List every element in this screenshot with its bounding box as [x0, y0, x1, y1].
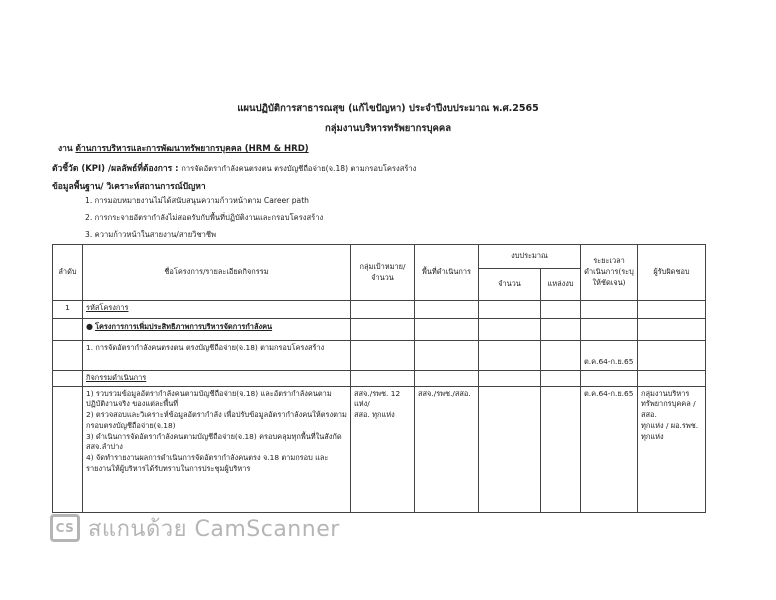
activity-line: สสจ.ลำปาง: [86, 442, 123, 452]
kpi-value: การจัดอัตรากำลังคนตรงตน ตรงบัญชีถือจ่าย(จ.18) ตามกรอบโครงสร้าง: [181, 164, 417, 173]
camscanner-logo-icon: CS: [50, 514, 80, 542]
activity-line: 3) ดำเนินการจัดอัตรากำลังคนตามบัญชีถือจ่าย(จ.18) ครอบคลุมทุกพื้นที่ในสังกัด: [86, 431, 342, 441]
activity-line: 2) ตรวจสอบและวิเคราะห์ข้อมูลอัตรากำลัง เพื่อปรับข้อมูลอัตรากำลังคนให้ตรงตาม: [86, 410, 347, 420]
kpi-line: [52, 161, 416, 175]
issue-item: 3. ความก้าวหน้าในสายงาน/สายวิชาชีพ: [85, 230, 217, 239]
camscanner-watermark: [50, 512, 340, 544]
kpi-label: ตัวชี้วัด (KPI) /ผลลัพธ์ที่ต้องการ :: [52, 164, 179, 174]
target-line: แห่ง/: [354, 399, 370, 409]
work-line: [58, 141, 309, 155]
activity-line: กรอบตรงบัญชีถือจ่าย(จ.18): [86, 420, 176, 430]
document-subtitle: กลุ่มงานบริหารทรัพยากรบุคคล: [324, 123, 452, 134]
table-row: [53, 319, 706, 341]
table-row: [53, 371, 706, 387]
work-label: งาน: [58, 144, 73, 154]
header-source: แหล่งงบ: [541, 269, 581, 301]
header-budget: งบประมาณ: [479, 245, 581, 269]
project-name-cell: [83, 319, 351, 341]
activity-line: 4) จัดทำรายงานผลการดำเนินการจัดอัตรากำลังคนตรง จ.18 ตามกรอบ และ: [86, 453, 329, 463]
row-number: 1: [53, 301, 83, 319]
objective-period: ต.ค.64-ก.ย.65: [581, 341, 638, 371]
activity-owner: [638, 386, 706, 512]
activity-line: ปฏิบัติงานจริง ของแต่ละพื้นที่: [86, 399, 179, 409]
header-owner: ผู้รับผิดชอบ: [638, 245, 706, 301]
activity-header: กิจกรรมดำเนินการ: [83, 371, 351, 387]
document-title: แผนปฏิบัติการสาธารณสุข (แก้ไขปัญหา) ประจำปีงบประมาณ พ.ศ.2565: [237, 103, 539, 114]
header-project: ชื่อโครงการ/รายละเอียดกิจกรรม: [83, 245, 351, 301]
activity-area: สสจ./รพช./สสอ.: [415, 386, 479, 512]
owner-line: สสอ.: [641, 410, 657, 420]
plan-table: [52, 244, 706, 513]
issue-item: 1. การมอบหมายงานไม่ได้สนับสนุนความก้าวหน้าตาม Career path: [85, 196, 309, 205]
target-line: สสจ./รพช. 12: [354, 388, 401, 398]
owner-line: ทุกแห่ง: [641, 431, 664, 441]
owner-line: ทรัพยากรบุคคล /: [641, 399, 696, 409]
bullet-icon: ●: [86, 322, 93, 331]
base-info-heading: ข้อมูลพื้นฐาน/ วิเคราะห์สถานการณ์ปัญหา: [52, 182, 206, 192]
table-row: [53, 341, 706, 371]
project-name: โครงการการเพิ่มประสิทธิภาพการบริหารจัดการกำลังคน: [94, 322, 273, 331]
table-row: [53, 301, 706, 319]
project-code: รหัสโครงการ: [83, 301, 351, 319]
watermark-text: สแกนด้วย CamScanner: [88, 516, 340, 542]
header-amount: จำนวน: [479, 269, 541, 301]
activity-list: [83, 386, 351, 512]
owner-line: กลุ่มงานบริหาร: [641, 388, 690, 398]
activity-line: 1) รวบรวมข้อมูลอัตรากำลังคนตามบัญชีถือจ่าย(จ.18) และอัตรากำลังคนตาม: [86, 388, 332, 398]
table-row: [53, 386, 706, 512]
work-value: ด้านการบริหารและการพัฒนาทรัพยากรบุคคล (HRM & HRD): [75, 144, 309, 154]
activity-line: รายงานให้ผู้บริหารได้รับทราบในการประชุมผู้บริหาร: [86, 463, 251, 473]
header-area: พื้นที่ดำเนินการ: [415, 245, 479, 301]
header-period: ระยะเวลาดำเนินการ(ระบุให้ชัดเจน): [581, 245, 638, 301]
header-no: ลำดับ: [53, 245, 83, 301]
objective: 1. การจัดอัตรากำลังคนตรงตน ตรงบัญชีถือจ่าย(จ.18) ตามกรอบโครงสร้าง: [83, 341, 351, 371]
activity-target: [351, 386, 415, 512]
header-target: กลุ่มเป้าหมาย/จำนวน: [351, 245, 415, 301]
activity-period: ต.ค.64-ก.ย.65: [581, 386, 638, 512]
owner-line: ทุกแห่ง / ผอ.รพช.: [641, 420, 699, 430]
target-line: สสอ. ทุกแห่ง: [354, 410, 395, 420]
issue-item: 2. การกระจายอัตรากำลังไม่สอดรับกับพื้นที่ปฏิบัติงานและกรอบโครงสร้าง: [85, 213, 324, 222]
